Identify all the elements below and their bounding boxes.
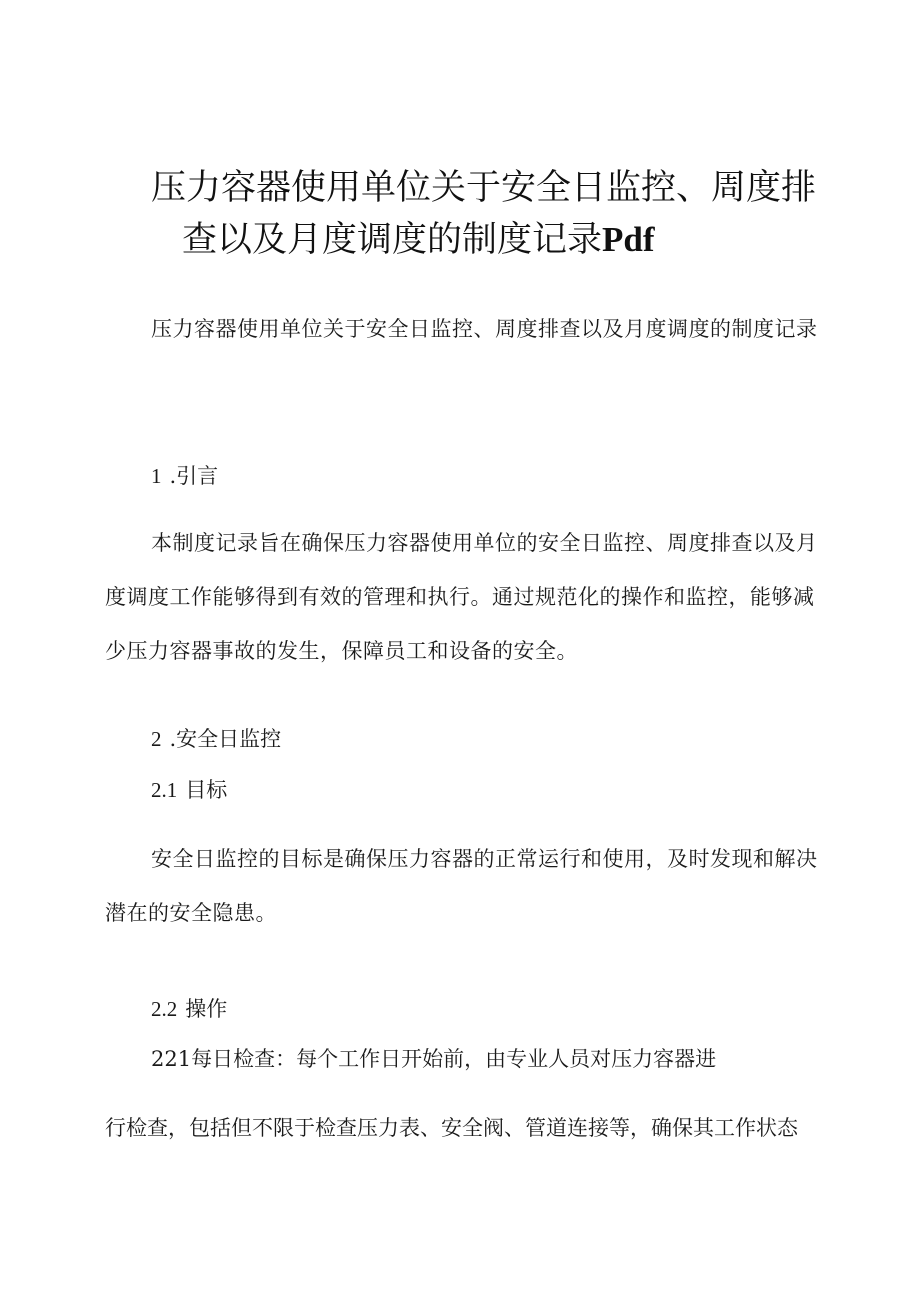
section-1-heading <box>151 461 218 491</box>
title-line-1: 压力容器使用单位关于安全日监控、周度排 <box>151 168 817 208</box>
section-2-2-heading <box>151 994 227 1024</box>
title-line-2 <box>105 214 815 266</box>
title-pdf-suffix: Pdf <box>602 220 655 259</box>
section-2-1-paragraph: 安全日监控的目标是确保压力容器的正常运行和使用，及时发现和解决潜在的安全隐患。 <box>105 847 818 925</box>
section-2-1-title: 目标 <box>185 778 228 802</box>
section-2-title: .安全日监控 <box>169 727 282 751</box>
section-2-heading <box>151 724 281 754</box>
section-1-paragraph: 本制度记录旨在确保压力容器使用单位的安全日监控、周度排查以及月度调度工作能够得到有效的管理和执行。通过规范化的操作和监控，能够减少压力容器事故的发生，保障员工和设备的安全。 <box>105 531 818 663</box>
section-2-2-title: 操作 <box>185 997 228 1021</box>
section-2-number: 2 <box>151 727 162 751</box>
section-1-number: 1 <box>151 464 162 488</box>
section-1-title: .引言 <box>169 464 219 488</box>
item-2-2-1-line-2: 行检查，包括但不限于检查压力表、安全阀、管道连接等，确保其工作状态 <box>105 1116 798 1140</box>
document-title <box>105 162 815 266</box>
intro-paragraph: 压力容器使用单位关于安全日监控、周度排查以及月度调度的制度记录 <box>151 317 818 341</box>
section-2-1-number: 2.1 <box>151 778 178 802</box>
section-2-2-number: 2.2 <box>151 997 178 1021</box>
section-2-1-heading <box>151 775 227 805</box>
title-line-2-text: 查以及月度调度的制度记录 <box>182 220 603 260</box>
item-2-2-1-line-1: 221每日检查：每个工作日开始前，由专业人员对压力容器进 <box>151 1047 717 1071</box>
